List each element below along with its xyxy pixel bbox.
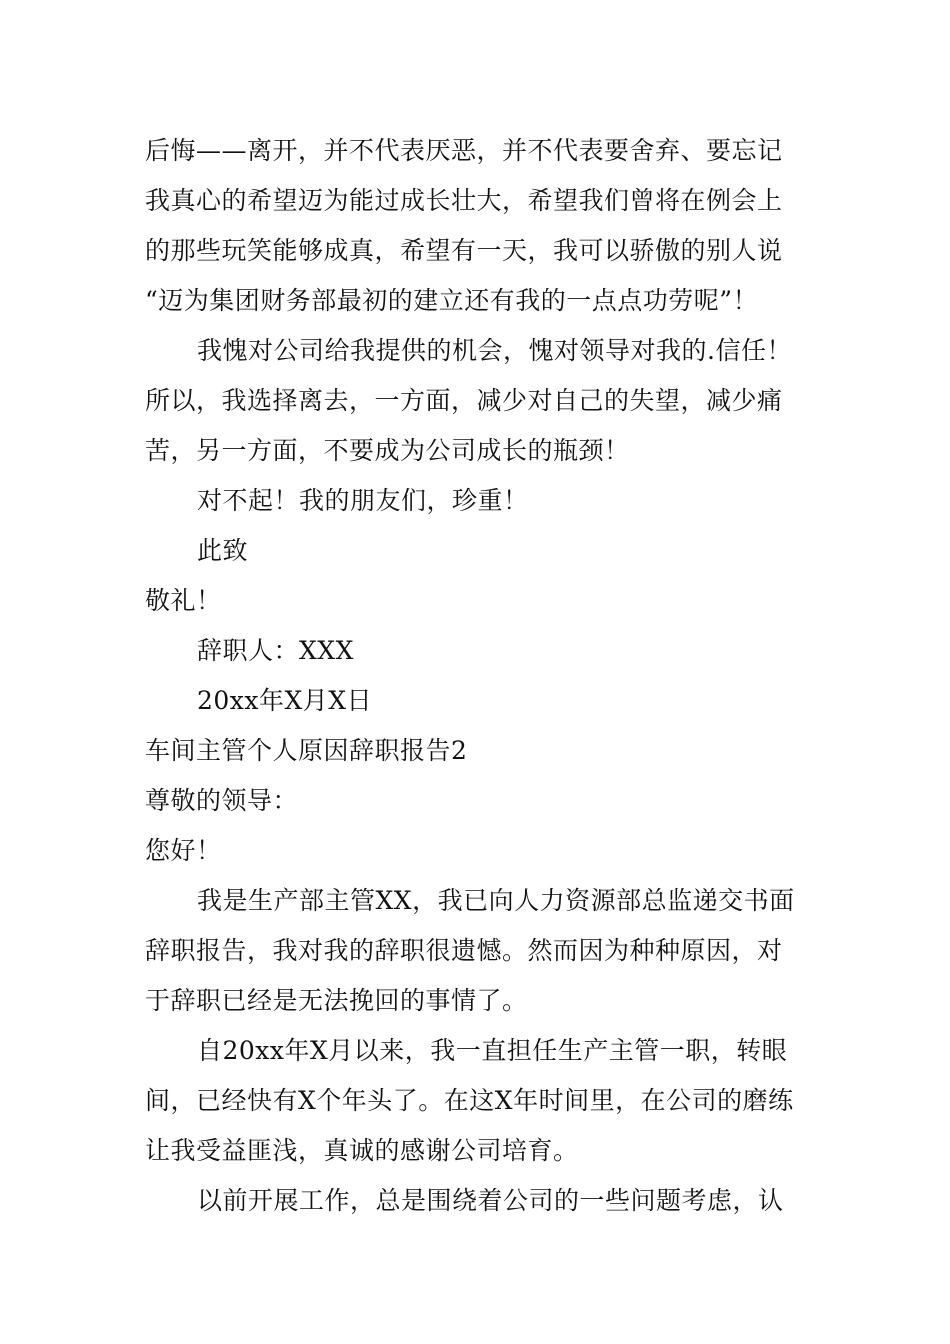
paragraph-line: 后悔——离开，并不代表厌恶，并不代表要舍弃、要忘记 — [145, 136, 783, 165]
paragraph-line: 自20xx年X月以来，我一直担任生产主管一职，转眼 — [197, 1036, 788, 1065]
greeting: 您好！ — [145, 836, 222, 865]
paragraph-line: 我愧对公司给我提供的机会，愧对领导对我的.信任！ — [197, 336, 792, 365]
paragraph-line: 于辞职已经是无法挽回的事情了。 — [145, 986, 528, 1015]
paragraph-line: 间，已经快有X个年头了。在这X年时间里，在公司的磨练 — [145, 1086, 794, 1115]
greeting-recipient: 尊敬的领导： — [145, 786, 299, 815]
closing-phrase: 此致 — [197, 536, 249, 565]
paragraph-line: 我是生产部主管XX，我已向人力资源部总监递交书面 — [197, 886, 795, 915]
paragraph-line: 以前开展工作，总是围绕着公司的一些问题考虑，认 — [197, 1186, 784, 1215]
paragraph-line: 苦，另一方面，不要成为公司成长的瓶颈！ — [145, 436, 630, 465]
salutation-closing: 敬礼！ — [145, 586, 222, 615]
paragraph-line: 我真心的希望迈为能过成长壮大，希望我们曾将在例会上 — [145, 186, 783, 215]
signature-name: 辞职人：XXX — [197, 636, 354, 665]
paragraph-line: 让我受益匪浅，真诚的感谢公司培育。 — [145, 1136, 579, 1165]
section-title: 车间主管个人原因辞职报告2 — [145, 736, 468, 765]
paragraph-line: “迈为集团财务部最初的建立还有我的一点点功劳呢”！ — [145, 286, 759, 315]
paragraph-line: 所以，我选择离去，一方面，减少对自己的失望，减少痛 — [145, 386, 783, 415]
paragraph-line: 辞职报告，我对我的辞职很遗憾。然而因为种种原因，对 — [145, 936, 783, 965]
paragraph-line: 的那些玩笑能够成真，希望有一天，我可以骄傲的别人说 — [145, 236, 783, 265]
paragraph-line: 对不起！我的朋友们，珍重！ — [197, 486, 529, 515]
signature-date: 20xx年X月X日 — [197, 686, 373, 715]
